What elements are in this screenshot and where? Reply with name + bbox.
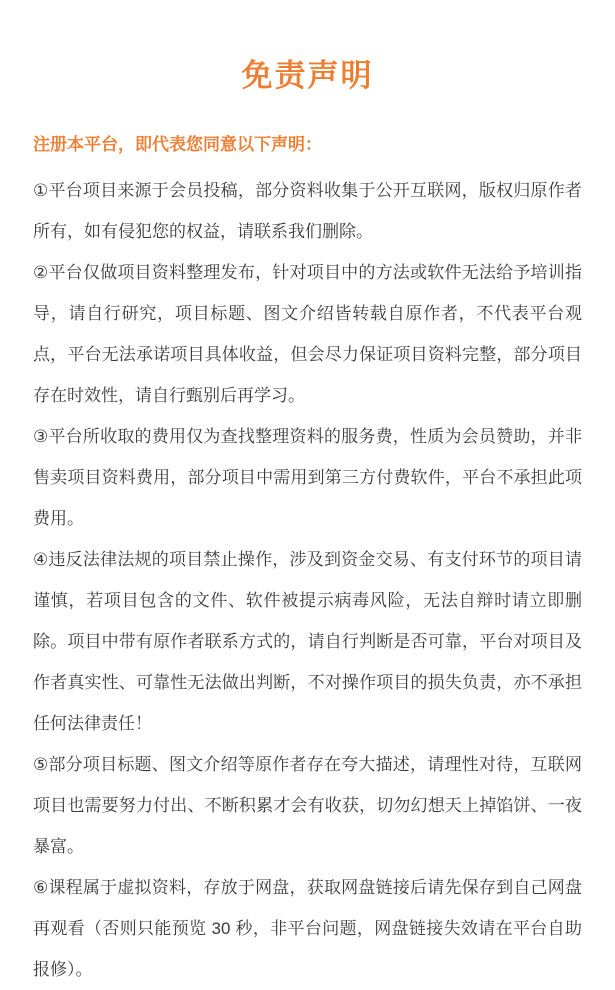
disclaimer-paragraph-4: ④违反法律法规的项目禁止操作，涉及到资金交易、有支付环节的项目请谨慎，若项目包含的文件、软件被提示病毒风险，无法自辩时请立即删除。项目中带有原作者联系方式的，请自行判断是否可靠，平台对项目及作者真实性、可靠性无法做出判断，不对操作项目的损失负责，亦不承担任何法律责任！ xyxy=(33,550,582,733)
disclaimer-paragraph-5: ⑤部分项目标题、图文介绍等原作者存在夸大描述，请理性对待，互联网项目也需要努力付出、不断积累才会有收获，切勿幻想天上掉馅饼、一夜暴富。 xyxy=(33,755,582,856)
disclaimer-paragraph-2: ②平台仅做项目资料整理发布，针对项目中的方法或软件无法给予培训指导，请自行研究，项目标题、图文介绍皆转载自原作者，不代表平台观点，平台无法承诺项目具体收益，但会尽力保证项目资料完整，部分项目存在时效性，请自行甄别后再学习。 xyxy=(33,263,582,405)
disclaimer-body xyxy=(33,170,582,990)
intro-statement: 注册本平台，即代表您同意以下声明： xyxy=(33,135,322,154)
disclaimer-paragraph-1: ①平台项目来源于会员投稿，部分资料收集于公开互联网，版权归原作者所有，如有侵犯您的权益，请联系我们删除。 xyxy=(33,181,582,241)
page-title: 免责声明 xyxy=(241,58,374,93)
disclaimer-paragraph-3: ③平台所收取的费用仅为查找整理资料的服务费，性质为会员赞助，并非售卖项目资料费用，部分项目中需用到第三方付费软件，平台不承担此项费用。 xyxy=(33,427,582,528)
disclaimer-paragraph-6: ⑥课程属于虚拟资料，存放于网盘，获取网盘链接后请先保存到自己网盘再观看（否则只能预览 30 秒，非平台问题，网盘链接失效请在平台自助报修）。 xyxy=(33,878,582,979)
